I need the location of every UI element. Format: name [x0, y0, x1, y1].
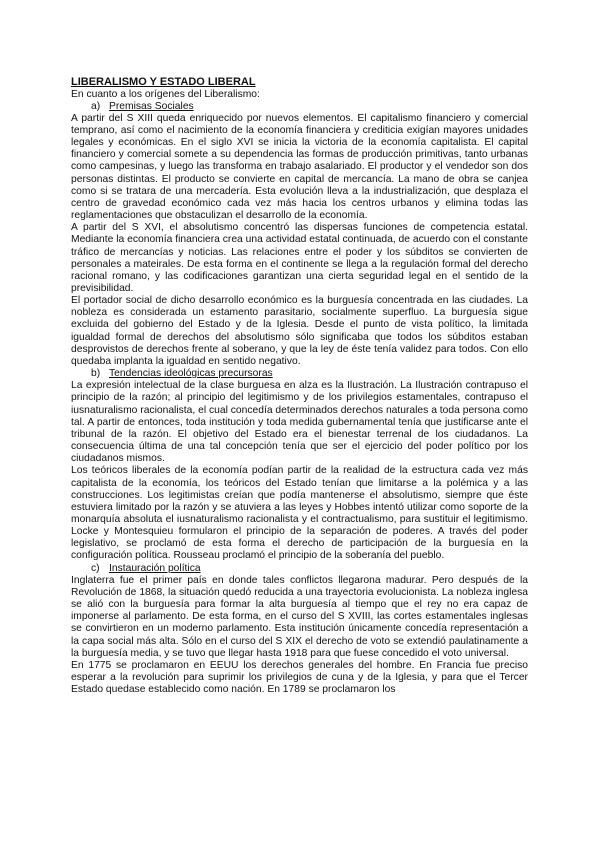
section-heading-a [71, 101, 528, 113]
section-letter: a) [91, 100, 101, 112]
paragraph: La expresión intelectual de la clase burguesa en alza es la Ilustración. La Ilustración contrapuso el principio de la razón; al principio del legitimismo y de los privilegios estamentales, contrapuso el iusnaturalismo racionalista, el cual concedía determinados derechos naturales a toda persona como tal. A partir de entonces, toda institución y toda medida gubernamental tenía que justificarse ante el tribunal de la razón. El objetivo del Estado era el bienestar terrenal de los ciudadanos. La consecuencia última de una tal concepción tenía que ser el ejercicio del poder político por los ciudadanos mismos. [71, 380, 528, 465]
paragraph: Los teóricos liberales de la economía podían partir de la realidad de la estructura cada vez más capitalista de la economía, los teóricos del Estado tenían que limitarse a la polémica y a las construcciones. Los legitimistas creían que podía mantenerse el absolutismo, siempre que éste estuviera limitado por la razón y se atuviera a las leyes y Hobbes intentó utilizar como soporte de la monarquía absoluta el iusnaturalismo racionalista y el contractualismo, para sustituir el legitimismo. Locke y Montesquieu formularon el principio de la separación de poderes. A través del poder legislativo, se proclamó de esta forma el derecho de participación de la burguesía en la configuración política. Rousseau proclamó el principio de la soberanía del pueblo. [71, 465, 528, 562]
document-body [71, 76, 528, 696]
paragraph: A partir del S XVI, el absolutismo concentró las dispersas funciones de competencia estatal. Mediante la economía financiera crea una actividad estatal continuada, de acuerdo con el constante tráfico de mercancías y noticias. Las relaciones entre el poder y los súbditos se convierten de personales a mateirales. De esta forma en el continente se llega a la regulación formal del derecho racional romano, y las codificaciones garantizan una cierta seguridad legal en el sentido de la previsibilidad. [71, 222, 528, 294]
section-letter: c) [91, 562, 100, 574]
section-title: Instauración política [109, 562, 201, 574]
paragraph: Inglaterra fue el primer país en donde tales conflictos llegarona madurar. Pero después de la Revolución de 1868, la situación quedó reducida a una trayectoria evolucionista. La nobleza inglesa se alió con la burguesía para formar la alta burguesía al tiempo que el rey no era capaz de imponerse al parlamento. De esta forma, en el curso del S XVIII, las cortes estamentales inglesas se convirtieron en un moderno parlamento. Esta institución únicamente concedía representación a la capa social más alta. Sólo en el curso del S XIX el derecho de voto se extendió paulatinamente a la burguesía media, y se tuvo que llegar hasta 1918 para que fuese concedido el voto universal. [71, 574, 528, 659]
paragraph: El portador social de dicho desarrollo económico es la burguesía concentrada en las ciudades. La nobleza es considerada un estamento parasitario, socialmente superfluo. La burguesía sigue excluida del gobierno del Estado y de la Iglesia. Desde el punto de vista político, la limitada igualdad formal de derechos del absolutismo sólo significaba que todos los súbditos estaban desprovistos de derechos frente al soberano, y que la ley de éste tenía validez para todos. Con ello quedaba implanta la igualdad en sentido negativo. [71, 295, 528, 367]
section-title: Premisas Sociales [109, 100, 194, 112]
paragraph: En 1775 se proclamaron en EEUU los derechos generales del hombre. En Francia fue preciso esperar a la revolución para suprimir los privilegios de cuna y de la Iglesia, y para que el Tercer Estado quedase establecido como nación. En 1789 se proclamaron los [71, 659, 528, 696]
section-heading-c [71, 563, 528, 575]
section-heading-b [71, 368, 528, 380]
document-title: LIBERALISMO Y ESTADO LIBERAL [71, 76, 256, 88]
intro-line: En cuanto a los orígenes del Liberalismo: [71, 88, 260, 100]
paragraph: A partir del S XIII queda enriquecido por nuevos elementos. El capitalismo financiero y comercial temprano, así como el nacimiento de la economía financiera y crediticia exigían mayores unidades legales y económicas. En el siglo XVI se inicia la victoria de la economía capitalista. El capital financiero y comercial somete a su dependencia las formas de producción primitivas, tanto urbanas como campesinas, y luego las transforma en trabajo asalariado. El productor y el vendedor son dos personas distintas. El producto se convierte en capital de mercancía. La mano de obra se canjea como si se tratara de una mercadería. Esta evolución lleva a la industrialización, que desplaza el centro de gravedad económico cada vez más hacia los centros urbanos y elimina todas las reglamentaciones que obstaculizan el desarrollo de la economía. [71, 112, 528, 222]
section-letter: b) [91, 368, 101, 380]
section-title: Tendencias ideológicas precursoras [109, 368, 273, 380]
